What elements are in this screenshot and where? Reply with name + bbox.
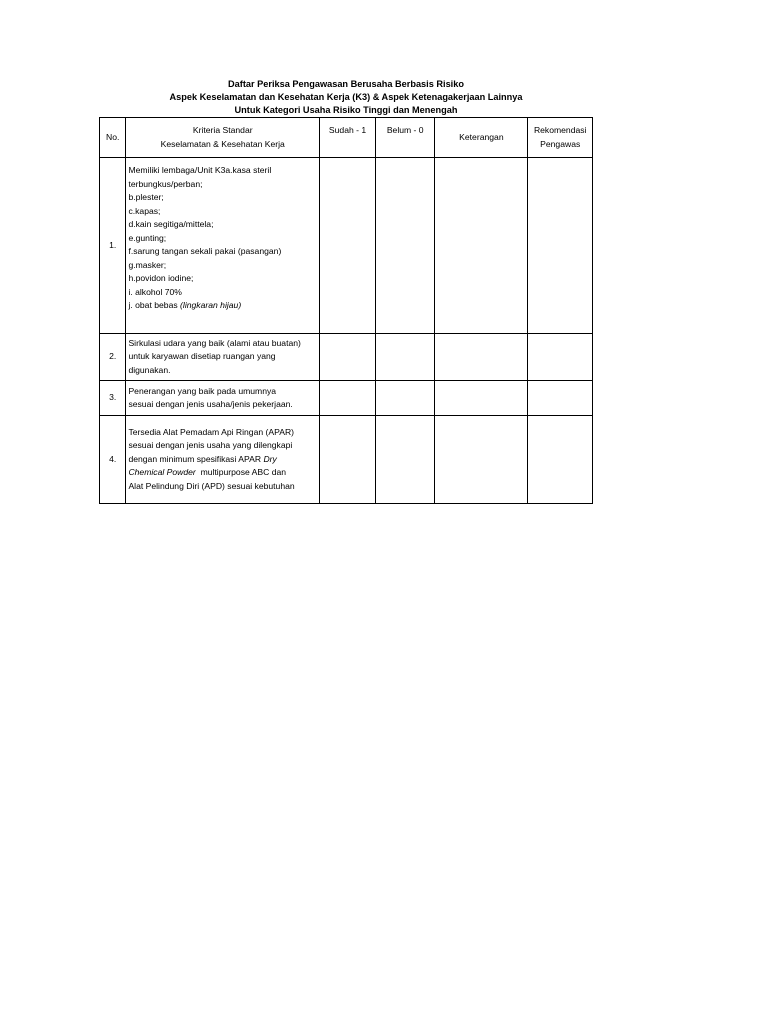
criteria-line: Penerangan yang baik pada umumnya — [128, 385, 277, 396]
criteria-line: terbungkus/perban; — [128, 178, 203, 189]
header-kriteria-line2: Keselamatan & Kesehatan Kerja — [160, 138, 285, 149]
title-line-2: Aspek Keselamatan dan Kesehatan Kerja (K3) & Aspek Ketenagakerjaan Lainnya — [169, 92, 523, 102]
criteria-line-text: dengan minimum spesifikasi APAR — [128, 453, 264, 464]
header-rekomendasi — [528, 118, 593, 158]
criteria-line-text: j. obat bebas — [128, 300, 181, 310]
row-number: 1. — [100, 158, 126, 334]
checklist-table — [99, 117, 593, 504]
criteria-italic-term: Dry — [263, 453, 277, 464]
row-number: 3. — [100, 381, 126, 416]
criteria-line — [128, 453, 317, 467]
table-row — [100, 381, 593, 416]
criteria-italic-term: Chemical Powder — [128, 467, 196, 478]
belum-cell[interactable] — [376, 416, 435, 504]
criteria-cell — [126, 416, 320, 504]
header-no: No. — [100, 118, 126, 158]
criteria-line: c.kapas; — [128, 205, 161, 216]
criteria-line: g.masker; — [128, 259, 167, 270]
criteria-line: i. alkohol 70% — [128, 286, 182, 297]
belum-cell[interactable] — [376, 334, 435, 381]
keterangan-cell[interactable] — [435, 416, 528, 504]
table-row — [100, 416, 593, 504]
belum-cell[interactable] — [376, 381, 435, 416]
criteria-line — [128, 466, 317, 480]
belum-cell[interactable] — [376, 158, 435, 334]
criteria-cell — [126, 158, 320, 334]
criteria-line-text: multipurpose ABC dan — [195, 467, 287, 478]
criteria-line: sesuai dengan jenis usaha/jenis pekerjaan. — [128, 399, 293, 409]
rekomendasi-cell[interactable] — [528, 334, 593, 381]
keterangan-cell[interactable] — [435, 381, 528, 416]
header-kriteria-line1: Kriteria Standar — [192, 125, 253, 135]
criteria-cell — [126, 334, 320, 381]
criteria-line — [128, 299, 317, 313]
criteria-line: Alat Pelindung Diri (APD) sesuai kebutuhan — [128, 480, 295, 491]
criteria-cell — [126, 381, 320, 416]
criteria-line: b.plester; — [128, 192, 164, 202]
table-header-row — [100, 118, 593, 158]
rekomendasi-cell[interactable] — [528, 158, 593, 334]
title-line-3: Untuk Kategori Usaha Risiko Tinggi dan Menengah — [234, 105, 458, 115]
sudah-cell[interactable] — [320, 416, 376, 504]
criteria-line: h.povidon iodine; — [128, 273, 194, 283]
header-keterangan: Keterangan — [435, 118, 528, 158]
criteria-line: Sirkulasi udara yang baik (alami atau buatan) — [128, 337, 301, 348]
header-sudah: Sudah - 1 — [320, 118, 376, 158]
row-number: 2. — [100, 334, 126, 381]
criteria-line: sesuai dengan jenis usaha yang dilengkapi — [128, 440, 293, 451]
sudah-cell[interactable] — [320, 381, 376, 416]
rekomendasi-cell[interactable] — [528, 381, 593, 416]
criteria-line: digunakan. — [128, 364, 171, 375]
criteria-line: f.sarung tangan sekali pakai (pasangan) — [128, 246, 282, 256]
criteria-line: Memiliki lembaga/Unit K3a.kasa steril — [128, 165, 272, 175]
header-belum: Belum - 0 — [376, 118, 435, 158]
header-rekomendasi-line2: Pengawas — [540, 138, 581, 149]
row-number: 4. — [100, 416, 126, 504]
criteria-line: untuk karyawan disetiap ruangan yang — [128, 351, 276, 362]
keterangan-cell[interactable] — [435, 158, 528, 334]
criteria-line: d.kain segitiga/mittela; — [128, 219, 214, 229]
criteria-italic-note: (lingkaran hijau) — [180, 300, 242, 310]
criteria-line: e.gunting; — [128, 232, 167, 243]
criteria-line: Tersedia Alat Pemadam Api Ringan (APAR) — [128, 426, 295, 437]
header-rekomendasi-line1: Rekomendasi — [533, 125, 587, 135]
table-row — [100, 158, 593, 334]
title-line-1: Daftar Periksa Pengawasan Berusaha Berbasis Risiko — [228, 79, 464, 89]
sudah-cell[interactable] — [320, 158, 376, 334]
header-kriteria — [126, 118, 320, 158]
rekomendasi-cell[interactable] — [528, 416, 593, 504]
sudah-cell[interactable] — [320, 334, 376, 381]
table-row — [100, 334, 593, 381]
keterangan-cell[interactable] — [435, 334, 528, 381]
